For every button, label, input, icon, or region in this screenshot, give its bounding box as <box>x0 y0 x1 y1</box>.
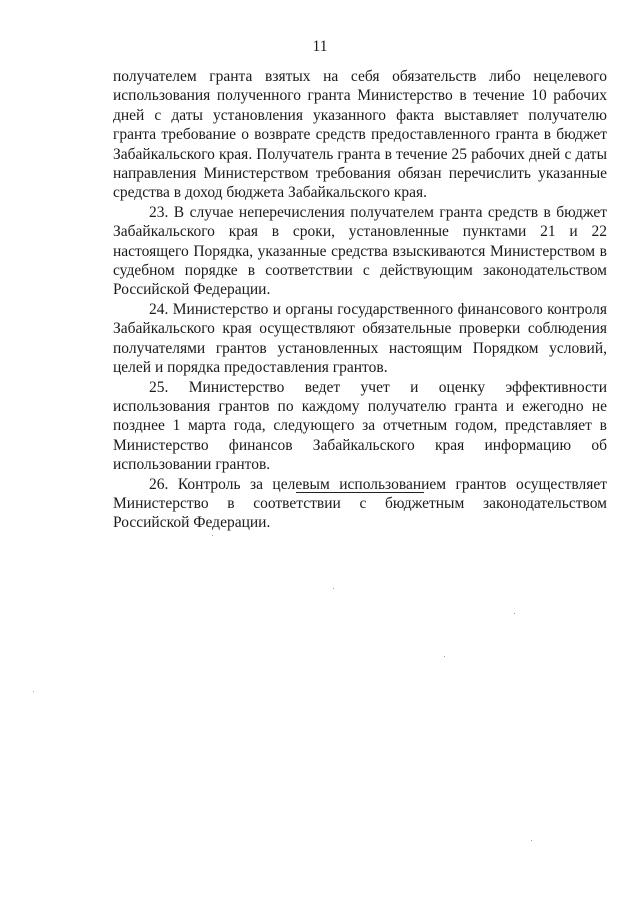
scan-speck <box>444 656 445 657</box>
paragraph-continuation: получателем гранта взятых на себя обязательств либо нецелевого использования полученного гранта Министерство в течение 10 рабочих дней с даты установления указанного факта выставляет получателю гранта требование о возврате средств предоставленного гранта в бюджет Забайкальского края. Получатель гранта в течение 25 рабочих дней с даты направления Министерством требования обязан перечислить указанные средства в доход бюджета Забайкальского края. <box>113 68 607 202</box>
end-divider-line <box>296 492 424 493</box>
page-number: 11 <box>312 38 328 55</box>
scan-speck <box>531 840 532 841</box>
scan-speck <box>33 691 34 692</box>
paragraph-item-25: 25. Министерство ведет учет и оценку эффективности использования грантов по каждому получателю гранта и ежегодно не позднее 1 марта года, следующего за отчетным годом, представляет в Министерство финансов Забайкальского края информацию об использовании грантов. <box>113 378 607 474</box>
scan-speck <box>514 613 515 614</box>
scan-speck <box>333 588 334 589</box>
paragraph-item-23: 23. В случае неперечисления получателем гранта средств в бюджет Забайкальского края в сроки, установленные пунктами 21 и 22 настоящего Порядка, указанные средства взыскиваются Министерством в судебном порядке в соответствии с действующим законодательством Российской Федерации. <box>113 203 607 299</box>
paragraph-item-24: 24. Министерство и органы государственного финансового контроля Забайкальского края осуществляют обязательные проверки соблюдения получателями грантов установленных настоящим Порядком условий, целей и порядка предоставления грантов. <box>113 300 607 377</box>
paragraph-item-26: 26. Контроль за целевым использованием грантов осуществляет Министерство в соответствии с бюджетным законодательством Российской Федерации. <box>113 475 607 532</box>
scan-speck <box>212 535 213 536</box>
document-body <box>113 67 607 533</box>
